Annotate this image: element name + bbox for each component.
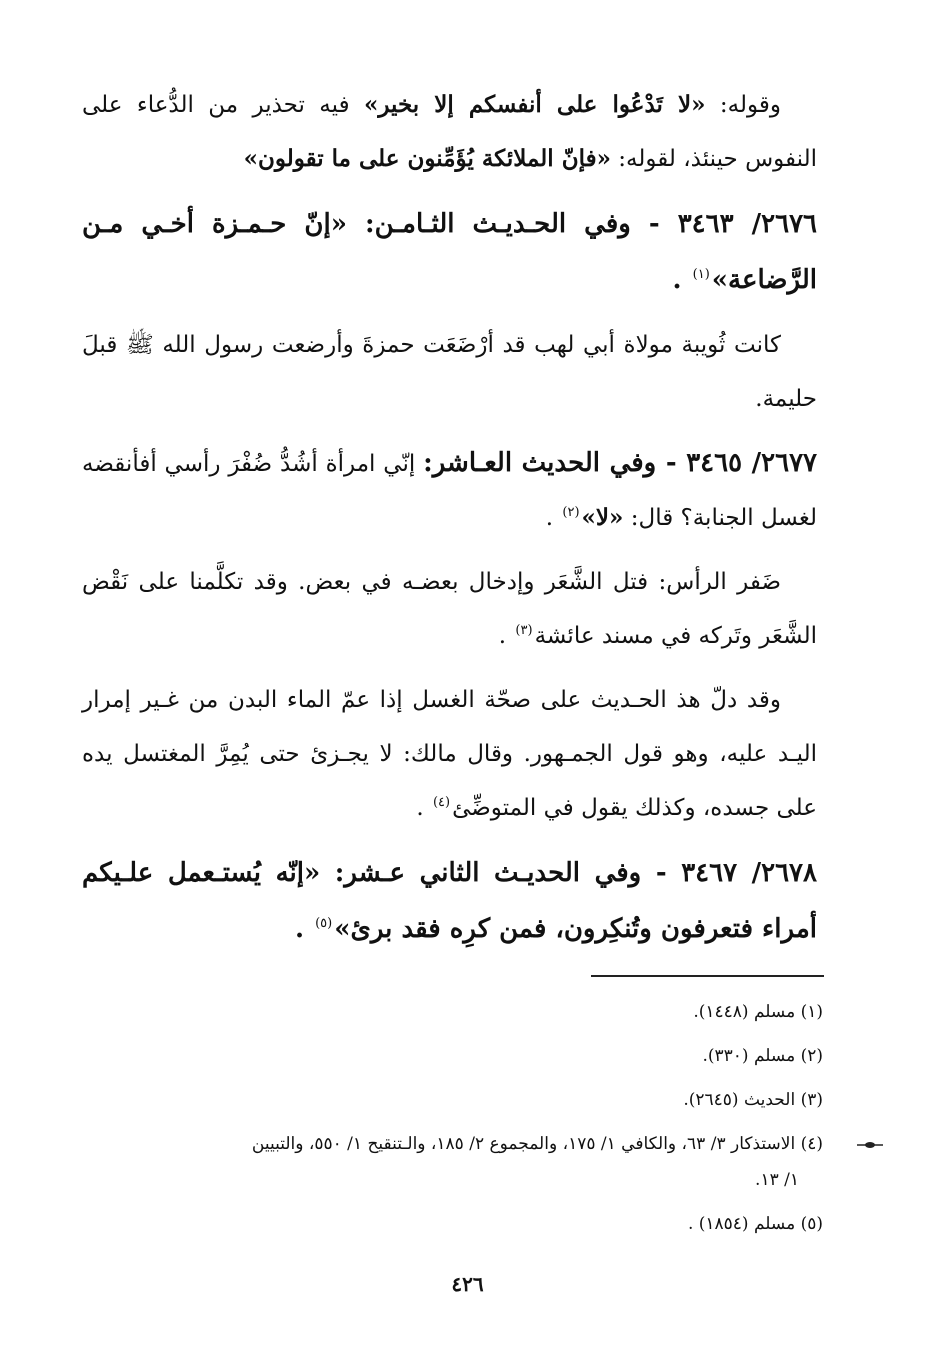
hadith-entry-2677: [82, 436, 817, 545]
paragraph-commentary-4: [82, 673, 817, 835]
footnote-separator: [591, 975, 824, 977]
hadith-quote: «لا»: [581, 504, 624, 531]
paragraph-commentary-3: [82, 555, 817, 663]
footnote-3: (٣) الحديث (٢٦٤٥).: [683, 1090, 823, 1110]
margin-marker-icon: [855, 1140, 885, 1150]
footnote-ref: (٣): [515, 623, 533, 639]
footnote-ref: (٢): [562, 505, 580, 521]
footnote-4-continuation: ١/ ١٣.: [755, 1170, 799, 1190]
text-segment: كانت ثُويبة مولاة أبي لهب قد أرْضَعَت حمزةَ وأرضعت رسول الله ﷺ قبلَ حليمة.: [82, 332, 817, 412]
text-segment: ضَفر الرأس: فتل الشَّعَر وإدخال بعضـه في بعض. وقد تكلَّمنا على نَقْض الشَّعَر وتَركه في مسند عائشة: [82, 569, 817, 649]
text-segment: .: [294, 914, 314, 944]
footnote-ref: (١): [692, 267, 710, 283]
hadith-number: ٢٦٧٧/ ٣٤٦٥: [686, 448, 818, 478]
text-segment: .: [672, 265, 691, 295]
paragraph-commentary-1: [82, 78, 817, 186]
hadith-entry-2678: [82, 845, 817, 957]
text-segment: وقوله:: [705, 92, 781, 118]
footnote-ref: (٥): [315, 916, 333, 932]
footnotes-section: [103, 998, 823, 1254]
text-segment: وقد دلّ هذ الحـديث على صحّة الغسل إذا عمّ الماء البدن من غـير إمرار اليـد عليه، وهو قول الجمـهور. وقال مالك: لا يجـزئ حتى يُمِرَّ المغتسل يده على جسده، وكذلك يقول في المتوضِّئ: [82, 687, 817, 821]
footnote-4: (٤) الاستذكار ٣/ ٦٣، والكافي ١/ ١٧٥، والمجموع ٢/ ١٨٥، والـتنقيح ١/ ٥٥٠، والتبيين: [251, 1134, 823, 1154]
footnote-1: (١) مسلم (١٤٤٨).: [693, 1002, 823, 1022]
hadith-text: - وفي الحديـث الثاني عـشر: «إنّه يُستـعمل علـيكم أمراء فتعرفون وتُنكِرون، فمن كرِه فقد برئ»: [82, 858, 817, 944]
text-segment: فيه تحذير من الدُّعاء على النفوس حينئذ، لقوله:: [82, 92, 817, 172]
hadith-entry-2676: [82, 196, 817, 308]
text-segment: .: [416, 795, 431, 821]
hadith-number: ٢٦٧٨/ ٣٤٦٧: [681, 858, 817, 888]
hadith-heading: - وفي الحديث العـاشر:: [423, 448, 687, 478]
hadith-quote: «فإنّ الملائكة يُؤَمِّنون على ما تقولون»: [243, 145, 611, 172]
hadith-text: إنّي امرأة أشُدُّ ضُفْرَ رأسي أفأنقضه لغسل الجنابة؟ قال:: [82, 451, 817, 531]
main-text: [82, 78, 817, 967]
paragraph-commentary-2: [82, 318, 817, 426]
footnote-2: (٢) مسلم (٣٣٠).: [702, 1046, 823, 1066]
text-segment: .: [498, 623, 514, 649]
footnote-5: (٥) مسلم (١٨٥٤) .: [687, 1214, 823, 1234]
hadith-number: ٢٦٧٦/ ٣٤٦٣: [677, 209, 817, 239]
page-number: ٤٢٦: [451, 1272, 484, 1296]
hadith-text: - وفي الحـديـث الثـامـن: «إنّ حـمـزة أخـي مـن الرَّضاعة»: [82, 209, 817, 295]
text-segment: .: [545, 505, 561, 531]
hadith-quote: «لا تَدْعُوا على أنفسكم إلا بخير»: [363, 91, 706, 118]
footnote-ref: (٤): [432, 795, 451, 811]
